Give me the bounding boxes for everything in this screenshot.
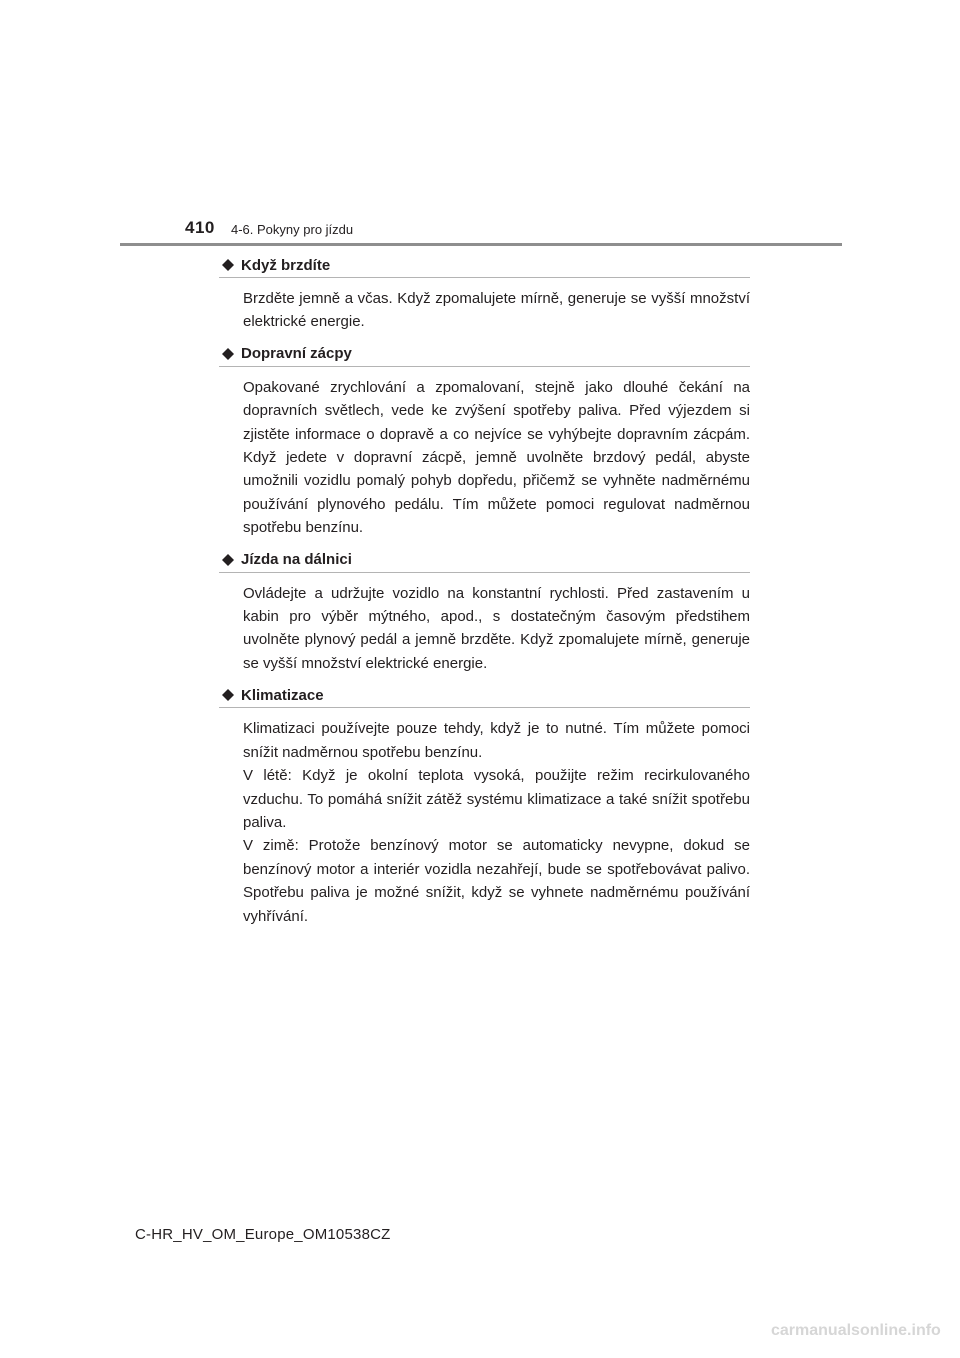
section-highway-driving <box>219 550 750 676</box>
section-body <box>219 708 750 928</box>
section-traffic-jams <box>219 344 750 540</box>
diamond-bullet-icon <box>222 259 234 271</box>
diamond-bullet-icon <box>222 689 234 701</box>
section-title: Jízda na dálnici <box>241 551 352 569</box>
watermark: carmanualsonline.info <box>771 1322 941 1339</box>
section-title: Když brzdíte <box>241 256 331 274</box>
paragraph: V zimě: Protože benzínový motor se automaticky nevypne, dokud se benzínový motor a interiér vozidla nezahřejí, bude se spotřebovávat palivo. Spotřebu paliva je možné snížit, když se vyhnete nadměrnému používání vyhřívání. <box>243 837 750 925</box>
section-body <box>219 573 750 676</box>
paragraph: Opakované zrychlování a zpomalovaní, stejně jako dlouhé čekání na dopravních světlech, vede ke zvýšení spotřeby paliva. Před výjezdem si zjistěte informace o dopravě a co nejvíce se vyhýbejte dopravním zácpám. Když jedete v dopravní zácpě, jemně uvolněte brzdový pedál, abyste umožnili vozidlu pomalý pohyb dopředu, přičemž se vyhněte nadměrnému používání plynového pedálu. Tím můžete pomoci regulovat nadměrnou spotřebu benzínu. <box>243 378 750 537</box>
section-air-conditioning <box>219 685 750 928</box>
section-heading <box>219 685 750 708</box>
section-heading <box>219 344 750 367</box>
diamond-bullet-icon <box>222 554 234 566</box>
paragraph: Klimatizaci používejte pouze tehdy, když je to nutné. Tím můžete pomoci snížit nadměrnou spotřebu benzínu. <box>243 720 750 761</box>
section-title: Klimatizace <box>241 686 324 704</box>
paragraph: V létě: Když je okolní teplota vysoká, použijte režim recirkulovaného vzduchu. To pomáhá snížit zátěž systému klimatizace a také snížit spotřebu paliva. <box>243 767 750 831</box>
page-number: 410 <box>185 218 215 237</box>
diamond-bullet-icon <box>222 348 234 360</box>
chapter-title: 4-6. Pokyny pro jízdu <box>231 222 354 237</box>
header-rule <box>120 243 842 246</box>
section-body <box>219 367 750 540</box>
section-heading <box>219 550 750 573</box>
section-body <box>219 278 750 334</box>
section-title: Dopravní zácpy <box>241 345 352 363</box>
page-content <box>219 255 750 928</box>
document-code: C-HR_HV_OM_Europe_OM10538CZ <box>135 1226 391 1243</box>
section-braking <box>219 255 750 334</box>
paragraph: Ovládejte a udržujte vozidlo na konstantní rychlosti. Před zastavením u kabin pro výběr mýtného, apod., s dostatečným časovým předstihem uvolněte plynový pedál a jemně brzděte. Když zpomalujete mírně, generuje se vyšší množství elektrické energie. <box>243 584 750 672</box>
paragraph: Brzděte jemně a včas. Když zpomalujete mírně, generuje se vyšší množství elektrické energie. <box>243 290 750 331</box>
section-heading <box>219 255 750 278</box>
